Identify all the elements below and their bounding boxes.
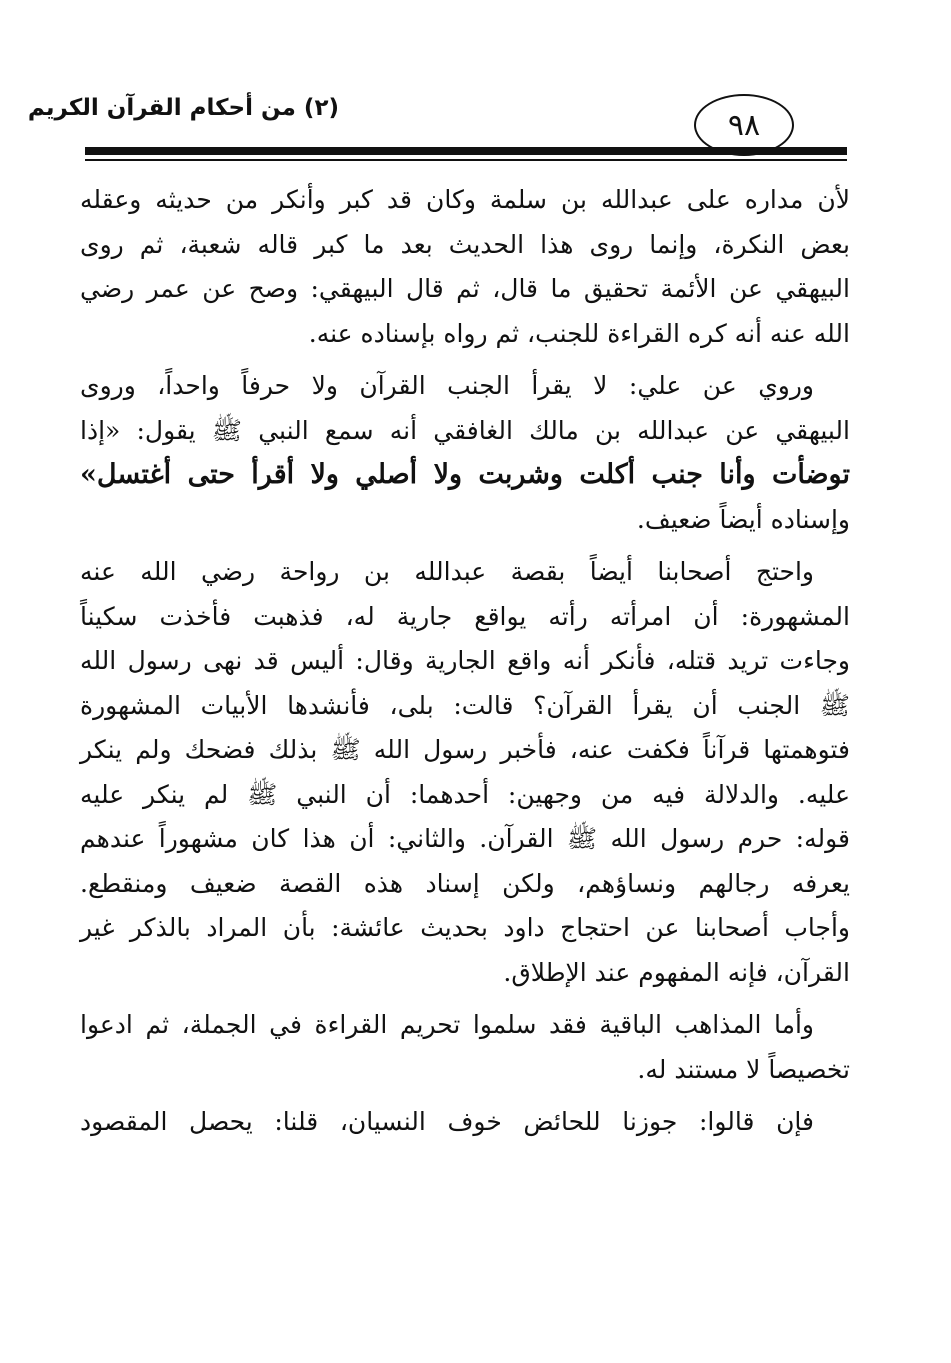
text-line: البيهقي عن الأئمة تحقيق ما قال، ثم قال البيهقي: وصح عن عمر رضي bbox=[80, 274, 850, 303]
text-line: فتوهمتها قرآناً فكفت عنه، فأخبر رسول الله ﷺ بذلك فضحك ولم ينكر bbox=[80, 735, 850, 764]
text-line: وإسناده أيضاً ضعيف. bbox=[636, 504, 850, 534]
page-header bbox=[0, 0, 951, 170]
header-rule-thick bbox=[85, 147, 847, 155]
text-line: وروي عن علي: لا يقرأ الجنب القرآن ولا حرفاً واحداً، وروى bbox=[80, 371, 814, 400]
text-line: فإن قالوا: جوزنا للحائض خوف النسيان، قلنا: يحصل المقصود bbox=[80, 1107, 814, 1136]
text-line: الله عنه أنه كره القراءة للجنب، ثم رواه بإسناده عنه. bbox=[308, 318, 850, 348]
text-line: يعرفه رجالهم ونساؤهم، ولكن إسناد هذه القصة ضعيف ومنقطع. bbox=[80, 868, 850, 898]
text-line: بعض النكرة، وإنما روى هذا الحديث بعد ما كبر قاله شعبة، ثم روى bbox=[80, 229, 850, 259]
text-line: عليه. والدلالة فيه من وجهين: أحدهما: أن النبي ﷺ لم ينكر عليه bbox=[80, 779, 850, 809]
header-rule-thin bbox=[85, 159, 847, 161]
hadith-quote-line: توضأت وأنا جنب أكلت وشربت ولا أصلي ولا أقرأ حتى أغتسل» bbox=[80, 459, 850, 490]
paragraph bbox=[80, 178, 850, 356]
text-line: لأن مداره على عبدالله بن سلمة وكان قد كبر وأنكر من حديثه وعقله bbox=[80, 185, 850, 214]
text-line: وأجاب أصحابنا عن احتجاج داود بحديث عائشة: بأن المراد بالذكر غير bbox=[80, 913, 850, 942]
text-line: وأما المذاهب الباقية فقد سلموا تحريم القراءة في الجملة، ثم ادعوا bbox=[80, 1010, 814, 1039]
page-number: ٩٨ bbox=[727, 107, 761, 143]
paragraph bbox=[80, 364, 850, 542]
text-line: ﷺ الجنب أن يقرأ القرآن؟ قالت: بلى، فأنشدها الأبيات المشهورة bbox=[80, 690, 850, 720]
book-title: (٢) من أحكام القرآن الكريم bbox=[27, 95, 339, 121]
text-line: البيهقي عن عبدالله بن مالك الغافقي أنه سمع النبي ﷺ يقول: «إذا bbox=[80, 415, 850, 445]
text-line: القرآن، فإنه المفهوم عند الإطلاق. bbox=[503, 957, 850, 987]
text-line: وجاءت تريد قتله، فأنكر أنه واقع الجارية وقال: أليس قد نهى رسول الله bbox=[80, 646, 850, 675]
text-line: تخصيصاً لا مستند له. bbox=[637, 1054, 850, 1084]
paragraph bbox=[80, 1003, 850, 1092]
text-line: قوله: حرم رسول الله ﷺ القرآن. والثاني: أن هذا كان مشهوراً عندهم bbox=[80, 824, 850, 853]
page-body bbox=[80, 178, 850, 1145]
paragraph bbox=[80, 1100, 850, 1145]
paragraph bbox=[80, 550, 850, 995]
text-line: المشهورة: أن امرأته رأته يواقع جارية له، فذهبت فأخذت سكيناً bbox=[80, 601, 850, 631]
text-line: واحتج أصحابنا أيضاً بقصة عبدالله بن رواحة رضي الله عنه bbox=[80, 557, 814, 586]
